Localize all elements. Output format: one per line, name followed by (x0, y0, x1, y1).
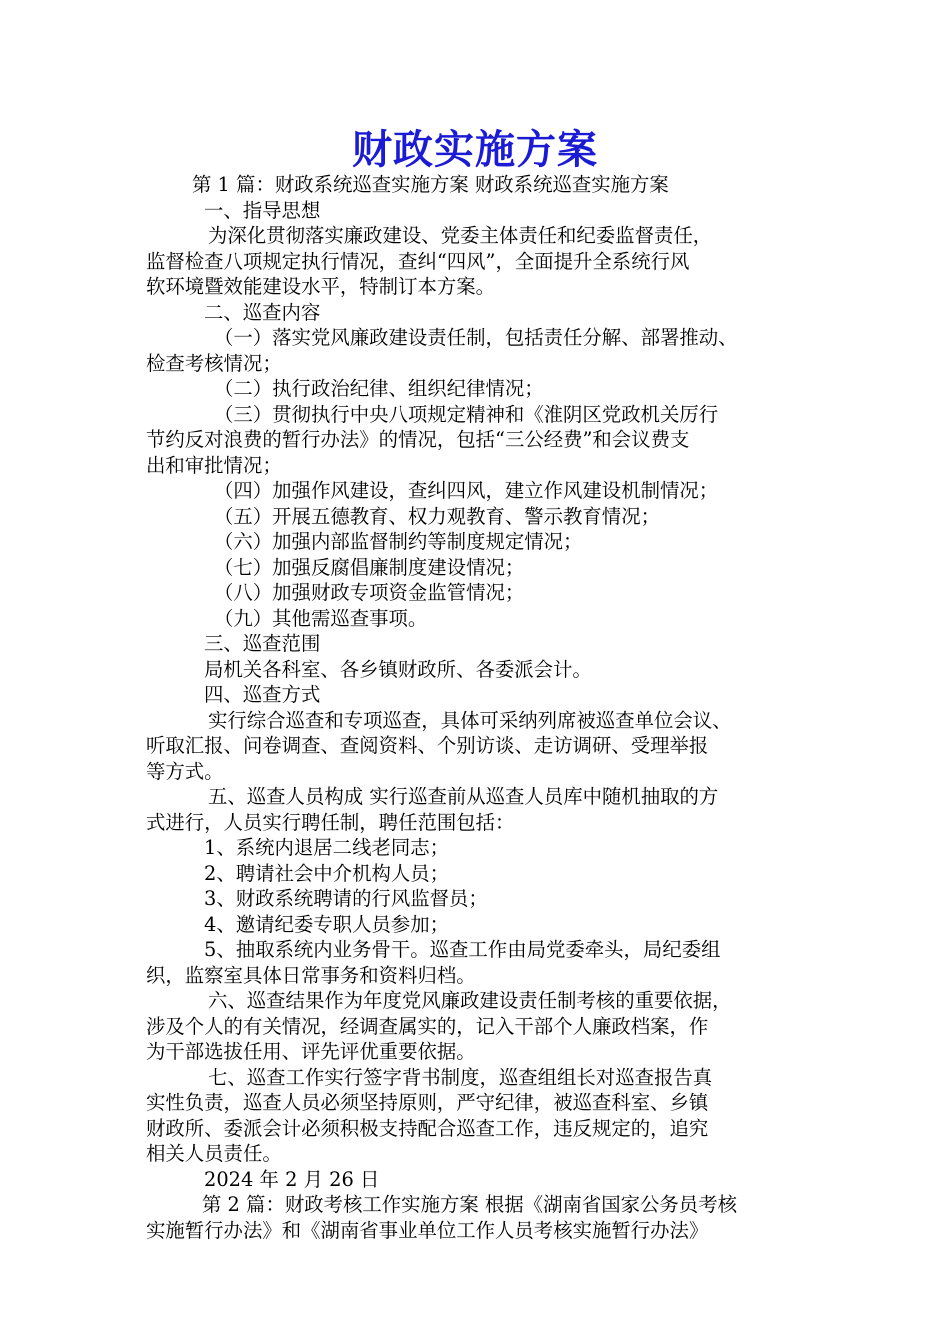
section-heading: 第 1 篇：财政系统巡查实施方案 财政系统巡查实施方案 (192, 173, 669, 196)
paragraph-line: 软环境暨效能建设水平，特制订本方案。 (146, 275, 496, 298)
paragraph-line: 为干部选拔任用、评先评优重要依据。 (146, 1040, 476, 1063)
document-body (146, 172, 836, 1243)
list-item-continuation: 检查考核情况； (146, 351, 282, 375)
list-item: （四）加强作风建设，查纠四风，建立作风建设机制情况； (214, 479, 719, 502)
section-heading: 一、指导思想 (204, 198, 321, 222)
paragraph-line: 局机关各科室、各乡镇财政所、各委派会计。 (204, 657, 592, 681)
list-item: （九）其他需巡查事项。 (214, 606, 428, 630)
paragraph-line: 听取汇报、问卷调查、查阅资料、个别访谈、走访调研、受理举报 (146, 734, 709, 757)
paragraph-line: 六、巡查结果作为年度党风廉政建设责任制考核的重要依据， (208, 989, 732, 1012)
paragraph-line: 七、巡查工作实行签字背书制度，巡查组组长对巡查报告真 (208, 1065, 713, 1089)
paragraph-line: 财政所、委派会计必须积极支持配合巡查工作，违反规定的，追究 (146, 1116, 709, 1140)
list-item: 2、聘请社会中介机构人员； (204, 861, 450, 885)
paragraph-line: 实施暂行办法》和《湖南省事业单位工作人员考核实施暂行办法》 (146, 1218, 709, 1242)
list-item: （一）落实党风廉政建设责任制，包括责任分解、部署推动、 (214, 326, 738, 349)
paragraph-line: 等方式。 (146, 759, 224, 783)
paragraph-line: 为深化贯彻落实廉政建设、党委主体责任和纪委监督责任， (208, 224, 713, 247)
paragraph-line: 式进行，人员实行聘任制，聘任范围包括： (146, 810, 515, 834)
list-item-continuation: 节约反对浪费的暂行办法》的情况，包括“三公经费”和会议费支 (146, 428, 690, 451)
section-heading: 四、巡查方式 (204, 683, 321, 706)
paragraph-line: 相关人员责任。 (146, 1142, 282, 1165)
document-title: 财政实施方案 (352, 126, 598, 173)
paragraph-line: 实性负责，巡查人员必须坚持原则，严守纪律，被巡查科室、乡镇 (146, 1091, 709, 1114)
paragraph-line: 实行综合巡查和专项巡查，具体可采纳列席被巡查单位会议、 (208, 708, 732, 732)
list-item: 5、抽取系统内业务骨干。巡查工作由局党委牵头，局纪委组 (204, 938, 721, 961)
list-item-continuation: 织，监察室具体日常事务和资料归档。 (146, 963, 476, 987)
list-item: 1、系统内退居二线老同志； (204, 836, 450, 859)
list-item: （七）加强反腐倡廉制度建设情况； (214, 555, 525, 579)
paragraph-line: 五、巡查人员构成 实行巡查前从巡查人员库中随机抽取的方 (208, 785, 719, 808)
list-item: 4、邀请纪委专职人员参加； (204, 912, 450, 936)
list-item: （五）开展五德教育、权力观教育、警示教育情况； (214, 504, 660, 528)
list-item: （二）执行政治纪律、组织纪律情况； (214, 377, 544, 400)
paragraph-line: 监督检查八项规定执行情况，查纠“四风”，全面提升全系统行风 (146, 249, 690, 273)
section-heading: 三、巡查范围 (204, 632, 321, 655)
section-heading: 第 2 篇：财政考核工作实施方案 根据《湖南省国家公务员考核 (202, 1193, 737, 1216)
paragraph-line: 涉及个人的有关情况，经调查属实的，记入干部个人廉政档案，作 (146, 1014, 709, 1038)
list-item-continuation: 出和审批情况； (146, 453, 282, 477)
list-item: 3、财政系统聘请的行风监督员； (204, 887, 488, 910)
list-item: （三）贯彻执行中央八项规定精神和《淮阴区党政机关厉行 (214, 402, 719, 426)
list-item: （六）加强内部监督制约等制度规定情况； (214, 530, 583, 553)
section-heading: 二、巡查内容 (204, 300, 321, 324)
date-line: 2024 年 2 月 26 日 (204, 1167, 380, 1191)
list-item: （八）加强财政专项资金监管情况； (214, 581, 525, 604)
